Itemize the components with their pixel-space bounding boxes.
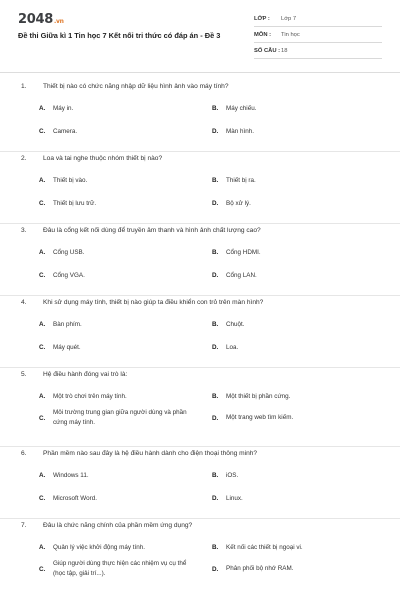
option-d[interactable] (212, 413, 385, 423)
question-number: 1. (21, 83, 27, 90)
option-a[interactable] (39, 320, 212, 330)
option-letter: B. (212, 105, 219, 112)
option-text: Một trò chơi trên máy tính. (53, 392, 127, 400)
option-c[interactable] (39, 494, 212, 504)
option-letter: D. (212, 272, 219, 279)
question-2 (0, 152, 400, 223)
option-letter: B. (212, 393, 219, 400)
question-number: 5. (21, 371, 27, 378)
question-text: Thiết bị nào có chức năng nhập dữ liệu hình ảnh vào máy tính? (43, 83, 229, 90)
option-text: Cổng USB. (53, 248, 85, 256)
option-text: Kết nối các thiết bị ngoại vi. (226, 543, 303, 551)
option-b[interactable] (212, 392, 385, 402)
option-letter: C. (39, 414, 46, 422)
option-text: Cổng HDMI. (226, 248, 261, 256)
question-1 (0, 80, 400, 151)
option-b[interactable] (212, 471, 385, 481)
option-text: iOS. (226, 471, 239, 479)
logo-text: 2048 (18, 12, 53, 27)
option-letter: B. (212, 472, 219, 479)
option-letter: A. (39, 544, 46, 551)
option-c[interactable] (39, 559, 212, 579)
option-letter: D. (212, 495, 219, 502)
option-letter: C. (39, 200, 46, 207)
option-d[interactable] (212, 199, 385, 209)
option-d[interactable] (212, 564, 385, 574)
question-5 (0, 368, 400, 446)
question-list (0, 80, 400, 599)
option-text: Thiết bị vào. (53, 176, 88, 184)
option-letter: A. (39, 249, 46, 256)
question-text: Khi sử dụng máy tính, thiết bị nào giúp ta điều khiển con trỏ trên màn hình? (43, 299, 264, 306)
option-text: Loa. (226, 343, 239, 351)
option-letter: D. (212, 128, 219, 135)
option-text: Giúp người dùng thực hiện các nhiệm vụ cụ thể (học tập, giải trí...). (53, 560, 187, 577)
option-letter: D. (212, 414, 219, 422)
info-label: LỚP : (254, 15, 270, 22)
option-letter: A. (39, 393, 46, 400)
option-text: Microsoft Word. (53, 494, 97, 502)
question-7 (0, 519, 400, 599)
option-text: Quản lý việc khởi động máy tính. (53, 543, 145, 551)
option-c[interactable] (39, 271, 212, 281)
option-d[interactable] (212, 494, 385, 504)
info-value: 18 (281, 47, 288, 54)
option-a[interactable] (39, 471, 212, 481)
site-logo[interactable] (18, 12, 64, 27)
option-letter: B. (212, 249, 219, 256)
question-text: Đâu là chức năng chính của phần mềm ứng dụng? (43, 522, 193, 529)
info-value: Tin học (281, 31, 300, 38)
option-letter: C. (39, 495, 46, 502)
option-letter: D. (212, 200, 219, 207)
option-text: Máy chiếu. (226, 104, 257, 112)
option-letter: C. (39, 128, 46, 135)
option-text: Cổng LAN. (226, 271, 257, 279)
option-a[interactable] (39, 248, 212, 258)
option-letter: D. (212, 565, 219, 573)
info-row-count (254, 43, 382, 59)
option-d[interactable] (212, 343, 385, 353)
logo-suffix: .vn (53, 18, 64, 25)
option-text: Linux. (226, 494, 243, 502)
option-b[interactable] (212, 320, 385, 330)
info-value: Lớp 7 (281, 15, 297, 22)
option-b[interactable] (212, 248, 385, 258)
option-text: Màn hình. (226, 127, 255, 135)
option-text: Thiết bị ra. (226, 176, 256, 184)
question-number: 6. (21, 450, 27, 457)
option-letter: D. (212, 344, 219, 351)
option-b[interactable] (212, 176, 385, 186)
option-b[interactable] (212, 543, 385, 553)
header-divider (0, 72, 400, 73)
info-row-class (254, 11, 382, 27)
option-text: Máy quét. (53, 343, 81, 351)
option-text: Một thiết bị phần cứng. (226, 392, 291, 400)
question-number: 3. (21, 227, 27, 234)
option-letter: A. (39, 105, 46, 112)
question-text: Hệ điều hành đóng vai trò là: (43, 371, 128, 378)
option-text: Bàn phím. (53, 320, 82, 328)
question-text: Loa và tai nghe thuộc nhóm thiết bị nào? (43, 155, 163, 162)
exam-info-table (254, 11, 382, 59)
option-letter: B. (212, 177, 219, 184)
question-text: Phần mềm nào sau đây là hệ điều hành dành cho điện thoại thông minh? (43, 450, 258, 457)
option-text: Phân phối bộ nhớ RAM. (226, 565, 294, 572)
option-letter: A. (39, 472, 46, 479)
option-a[interactable] (39, 543, 212, 553)
exam-title: Đề thi Giữa kì 1 Tin học 7 Kết nối tri thức có đáp án - Đề 3 (18, 31, 221, 40)
option-letter: B. (212, 321, 219, 328)
option-text: Bộ xử lý. (226, 199, 251, 207)
info-row-subject (254, 27, 382, 43)
question-number: 4. (21, 299, 27, 306)
option-text: Chuột. (226, 320, 245, 328)
option-text: Camera. (53, 127, 78, 135)
option-text: Máy in. (53, 104, 74, 112)
option-text: Một trang web tìm kiếm. (226, 414, 294, 421)
option-d[interactable] (212, 127, 385, 137)
option-letter: C. (39, 565, 46, 573)
option-letter: A. (39, 177, 46, 184)
info-label: MÔN : (254, 31, 272, 38)
option-a[interactable] (39, 104, 212, 114)
option-letter: B. (212, 544, 219, 551)
info-label: SỐ CÂU : (254, 47, 281, 54)
option-text: Môi trường trung gian giữa người dùng và phần cứng máy tính. (53, 409, 187, 426)
option-text: Thiết bị lưu trữ. (53, 199, 97, 207)
option-a[interactable] (39, 392, 212, 402)
question-text: Đâu là cổng kết nối dùng để truyền âm thanh và hình ảnh chất lượng cao? (43, 227, 261, 234)
option-text: Cổng VGA. (53, 271, 85, 279)
option-c[interactable] (39, 343, 212, 353)
option-c[interactable] (39, 127, 212, 137)
question-number: 2. (21, 155, 27, 162)
question-number: 7. (21, 522, 27, 529)
option-letter: C. (39, 272, 46, 279)
question-3 (0, 224, 400, 295)
exam-header (0, 0, 400, 74)
option-d[interactable] (212, 271, 385, 281)
option-a[interactable] (39, 176, 212, 186)
option-c[interactable] (39, 408, 212, 428)
option-letter: A. (39, 321, 46, 328)
option-letter: C. (39, 344, 46, 351)
option-c[interactable] (39, 199, 212, 209)
option-b[interactable] (212, 104, 385, 114)
question-6 (0, 447, 400, 518)
question-4 (0, 296, 400, 367)
option-text: Windows 11. (53, 471, 89, 479)
